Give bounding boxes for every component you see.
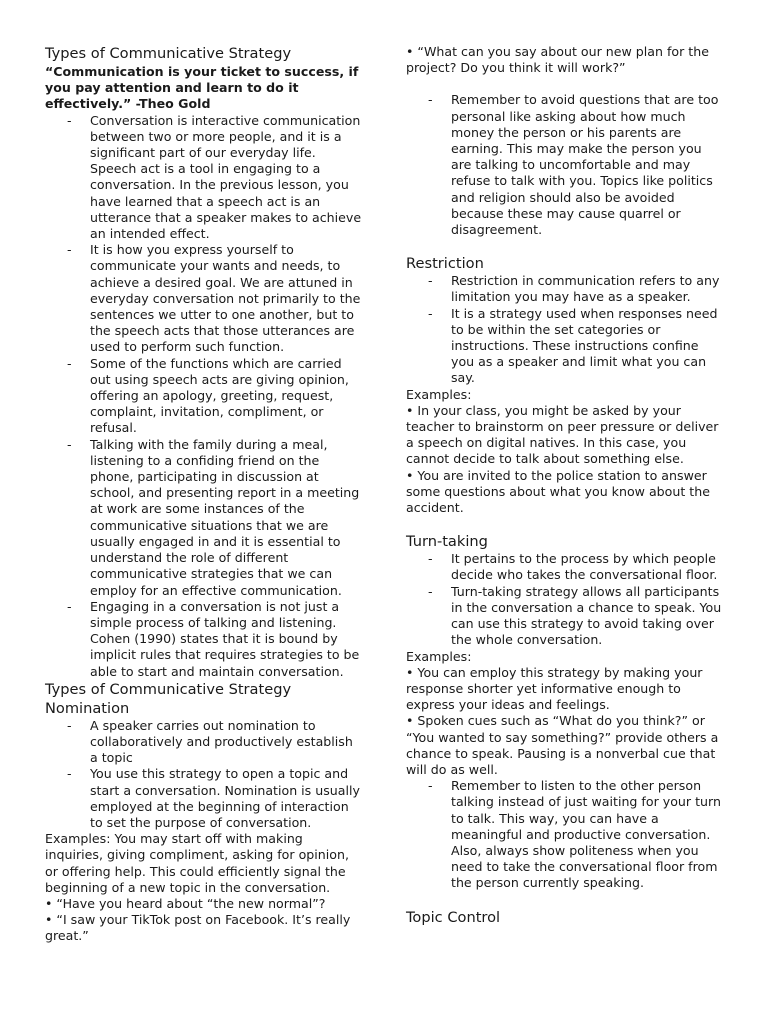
example-line: • “Have you heard about “the new normal”? xyxy=(45,895,326,911)
list-item: - Restriction in communication refers to any limitation you may have as a speaker. xyxy=(406,273,724,305)
nomination-heading: Nomination xyxy=(45,699,130,717)
list-item: - Remember to avoid questions that are too personal like asking about how much money the person or his parents are earning. This may make the person you are talking to uncomfortable and may refuse to talk with you. Topics like politics and religion should also be avoided because these may cause quarrel or disagreement. xyxy=(406,92,724,238)
list-item: - Conversation is interactive communication between two or more people, and it is a significant part of our everyday life. Speech act is a tool in engaging to a conversation. In the previous lesson, you have learned that a speech act is an utterance that a speaker makes to achieve an intended effect. xyxy=(45,113,363,243)
list-item: - Remember to listen to the other person talking instead of just waiting for your turn to talk. This way, you can have a meaningful and productive conversation. Also, always show politeness when you need to take the conversational floor from the person currently speaking. xyxy=(406,778,724,891)
example-line: • You are invited to the police station to answer some questions about what you know about the accident. xyxy=(406,467,710,516)
list-item: - It pertains to the process by which people decide who takes the conversational floor. xyxy=(406,551,724,583)
left-column xyxy=(45,44,363,945)
list-item: - It is how you express yourself to communicate your wants and needs, to achieve a desired goal. We are attuned in everyday conversation not primarily to the sentences we utter to one another, but to the speech acts that those utterances are used to perform such function. xyxy=(45,242,363,355)
example-line: • “I saw your TikTok post on Facebook. It’s really great.” xyxy=(45,912,351,944)
list-item: - Some of the functions which are carried out using speech acts are giving opinion, offering an apology, greeting, request, complaint, invitation, compliment, or refusal. xyxy=(45,356,363,437)
list-item: - Turn-taking strategy allows all participants in the conversation a chance to speak. You can use this strategy to avoid taking over the whole conversation. xyxy=(406,584,724,649)
examples-label: Examples: xyxy=(406,648,472,664)
nomination-examples: Examples: You may start off with making inquiries, giving compliment, asking for opinion, or offering help. This could efficiently signal the beginning of a new topic in the conversation. xyxy=(45,831,349,895)
section-title: Types of Communicative Strategy xyxy=(45,45,292,62)
example-line: • “What can you say about our new plan for the project? Do you think it will work?” xyxy=(406,44,709,76)
nomination-list xyxy=(45,718,363,831)
restriction-heading: Restriction xyxy=(406,255,484,273)
example-line: • In your class, you might be asked by your teacher to brainstorm on peer pressure or deliver a speech on digital natives. In this case, you cannot decide to talk about something else. xyxy=(406,402,719,467)
turn-taking-heading: Turn-taking xyxy=(406,533,488,551)
list-item: - Talking with the family during a meal, listening to a confiding friend on the phone, participating in discussion at school, and presenting report in a meeting at work are some instances of the communicative situations that we are usually engaged in and it is essential to understand the role of different communicative strategies that we can employ for an effective communication. xyxy=(45,437,363,599)
example-line: • Spoken cues such as “What do you think?” or “You wanted to say something?” provide others a chance to speak. Pausing is a nonverbal cue that will do as well. xyxy=(406,713,719,777)
right-column xyxy=(406,44,724,927)
list-item: - You use this strategy to open a topic and start a conversation. Nomination is usually employed at the beginning of interaction to set the purpose of conversation. xyxy=(45,766,363,831)
example-line: • You can employ this strategy by making your response shorter yet informative enough to express your ideas and feelings. xyxy=(406,664,703,713)
turn-taking-note-list xyxy=(406,778,724,891)
restriction-list xyxy=(406,273,724,386)
nomination-note-list xyxy=(406,92,724,238)
opening-quote: “Communication is your ticket to success, if you pay attention and learn to do it effectively.” -Theo Gold xyxy=(45,64,359,112)
topic-control-heading: Topic Control xyxy=(406,908,501,926)
turn-taking-list xyxy=(406,551,724,648)
section-title-2: Types of Communicative Strategy xyxy=(45,680,292,698)
list-item: - A speaker carries out nomination to collaboratively and productively establish a topic xyxy=(45,718,363,767)
intro-list xyxy=(45,113,363,680)
list-item: - It is a strategy used when responses need to be within the set categories or instructions. These instructions confine you as a speaker and limit what you can say. xyxy=(406,306,724,387)
list-item: - Engaging in a conversation is not just a simple process of talking and listening. Cohen (1990) states that it is bound by implicit rules that requires strategies to be able to start and maintain conversation. xyxy=(45,599,363,680)
examples-label: Examples: xyxy=(406,386,472,402)
